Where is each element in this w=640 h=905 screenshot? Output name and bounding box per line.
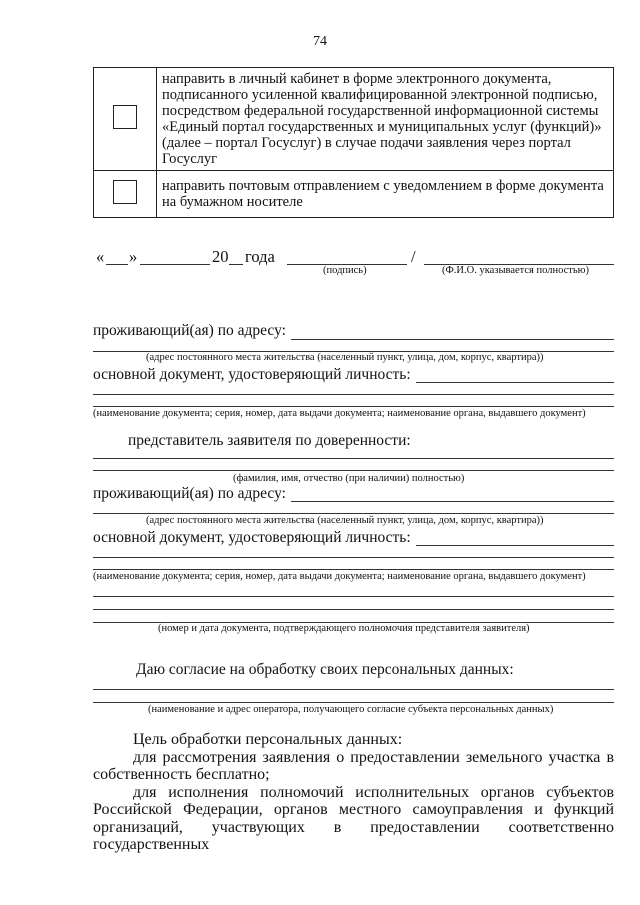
rep-fio-field[interactable] <box>93 458 614 459</box>
date-open-quote: « <box>96 247 105 266</box>
page-number: 74 <box>313 34 327 49</box>
id-document-label: основной документ, удостоверяющий личность: <box>93 366 411 383</box>
year-field[interactable] <box>229 264 243 265</box>
purpose-item-1: для рассмотрения заявления о предоставлении земельного участка в собственность бесплатно; <box>93 748 614 783</box>
rep-id-document-field[interactable] <box>416 545 614 546</box>
operator-field-line-2[interactable] <box>93 702 614 703</box>
purpose-section <box>93 731 614 854</box>
representative-label: представитель заявителя по доверенности: <box>128 432 411 449</box>
signature-caption: (подпись) <box>323 265 367 276</box>
rep-id-document-line-2[interactable] <box>93 557 614 558</box>
year-suffix: года <box>245 247 275 266</box>
consent-label: Даю согласие на обработку своих персональных данных: <box>136 661 514 678</box>
year-prefix: 20 <box>212 247 229 266</box>
rep-address-caption: (адрес постоянного места жительства (населенный пункт, улица, дом, корпус, квартира)) <box>146 515 544 526</box>
rep-id-document-label: основной документ, удостоверяющий личность: <box>93 529 411 546</box>
document-caption: (наименование документа; серия, номер, дата выдачи документа; наименование органа, выдавшего документ) <box>93 408 586 419</box>
option-row <box>94 171 614 218</box>
authority-field-line-2[interactable] <box>93 609 614 610</box>
mail-option-checkbox[interactable] <box>113 180 137 204</box>
month-field[interactable] <box>140 264 210 265</box>
authority-caption: (номер и дата документа, подтверждающего полномочия представителя заявителя) <box>158 623 530 634</box>
rep-address-field-line-2[interactable] <box>93 513 614 514</box>
date-slash: / <box>411 247 416 266</box>
date-close-quote: » <box>129 247 138 266</box>
id-document-line-3[interactable] <box>93 406 614 407</box>
address-caption: (адрес постоянного места жительства (населенный пункт, улица, дом, корпус, квартира)) <box>146 352 544 363</box>
residing-at-label: проживающий(ая) по адресу: <box>93 322 286 339</box>
portal-option-checkbox[interactable] <box>113 105 137 129</box>
address-field[interactable] <box>291 339 614 340</box>
operator-caption: (наименование и адрес оператора, получающего согласие субъекта персональных данных) <box>148 704 554 715</box>
portal-option-text: направить в личный кабинет в форме электронного документа, подписанного усиленной квалифицированной электронной подписью, посредством федеральной государственной информационной системы «Единый портал государственных и муниципальных услуг (функций)» (далее – портал Госуслуг) в случае подачи заявления через портал Госуслуг <box>157 68 614 171</box>
rep-fio-caption: (фамилия, имя, отчество (при наличии) полностью) <box>233 473 465 484</box>
purpose-item-2: для исполнения полномочий исполнительных органов субъектов Российской Федерации, органов местного самоуправления и функций организаций, участвующих в предоставлении соответственно государственных <box>93 783 614 853</box>
delivery-options-table <box>93 67 614 218</box>
id-document-line-2[interactable] <box>93 394 614 395</box>
fio-caption: (Ф.И.О. указывается полностью) <box>442 265 589 276</box>
rep-fio-field-line-2[interactable] <box>93 470 614 471</box>
option-row <box>94 68 614 171</box>
rep-id-document-line-3[interactable] <box>93 569 614 570</box>
day-field[interactable] <box>106 264 128 265</box>
rep-residing-at-label: проживающий(ая) по адресу: <box>93 485 286 502</box>
purpose-title: Цель обработки персональных данных: <box>133 731 403 748</box>
rep-address-field[interactable] <box>291 501 614 502</box>
rep-document-caption: (наименование документа; серия, номер, дата выдачи документа; наименование органа, выдавшего документ) <box>93 571 586 582</box>
operator-field-line-1[interactable] <box>93 689 614 690</box>
authority-field-line-1[interactable] <box>93 596 614 597</box>
id-document-field[interactable] <box>416 382 614 383</box>
mail-option-text: направить почтовым отправлением с уведомлением в форме документа на бумажном носителе <box>157 171 614 218</box>
